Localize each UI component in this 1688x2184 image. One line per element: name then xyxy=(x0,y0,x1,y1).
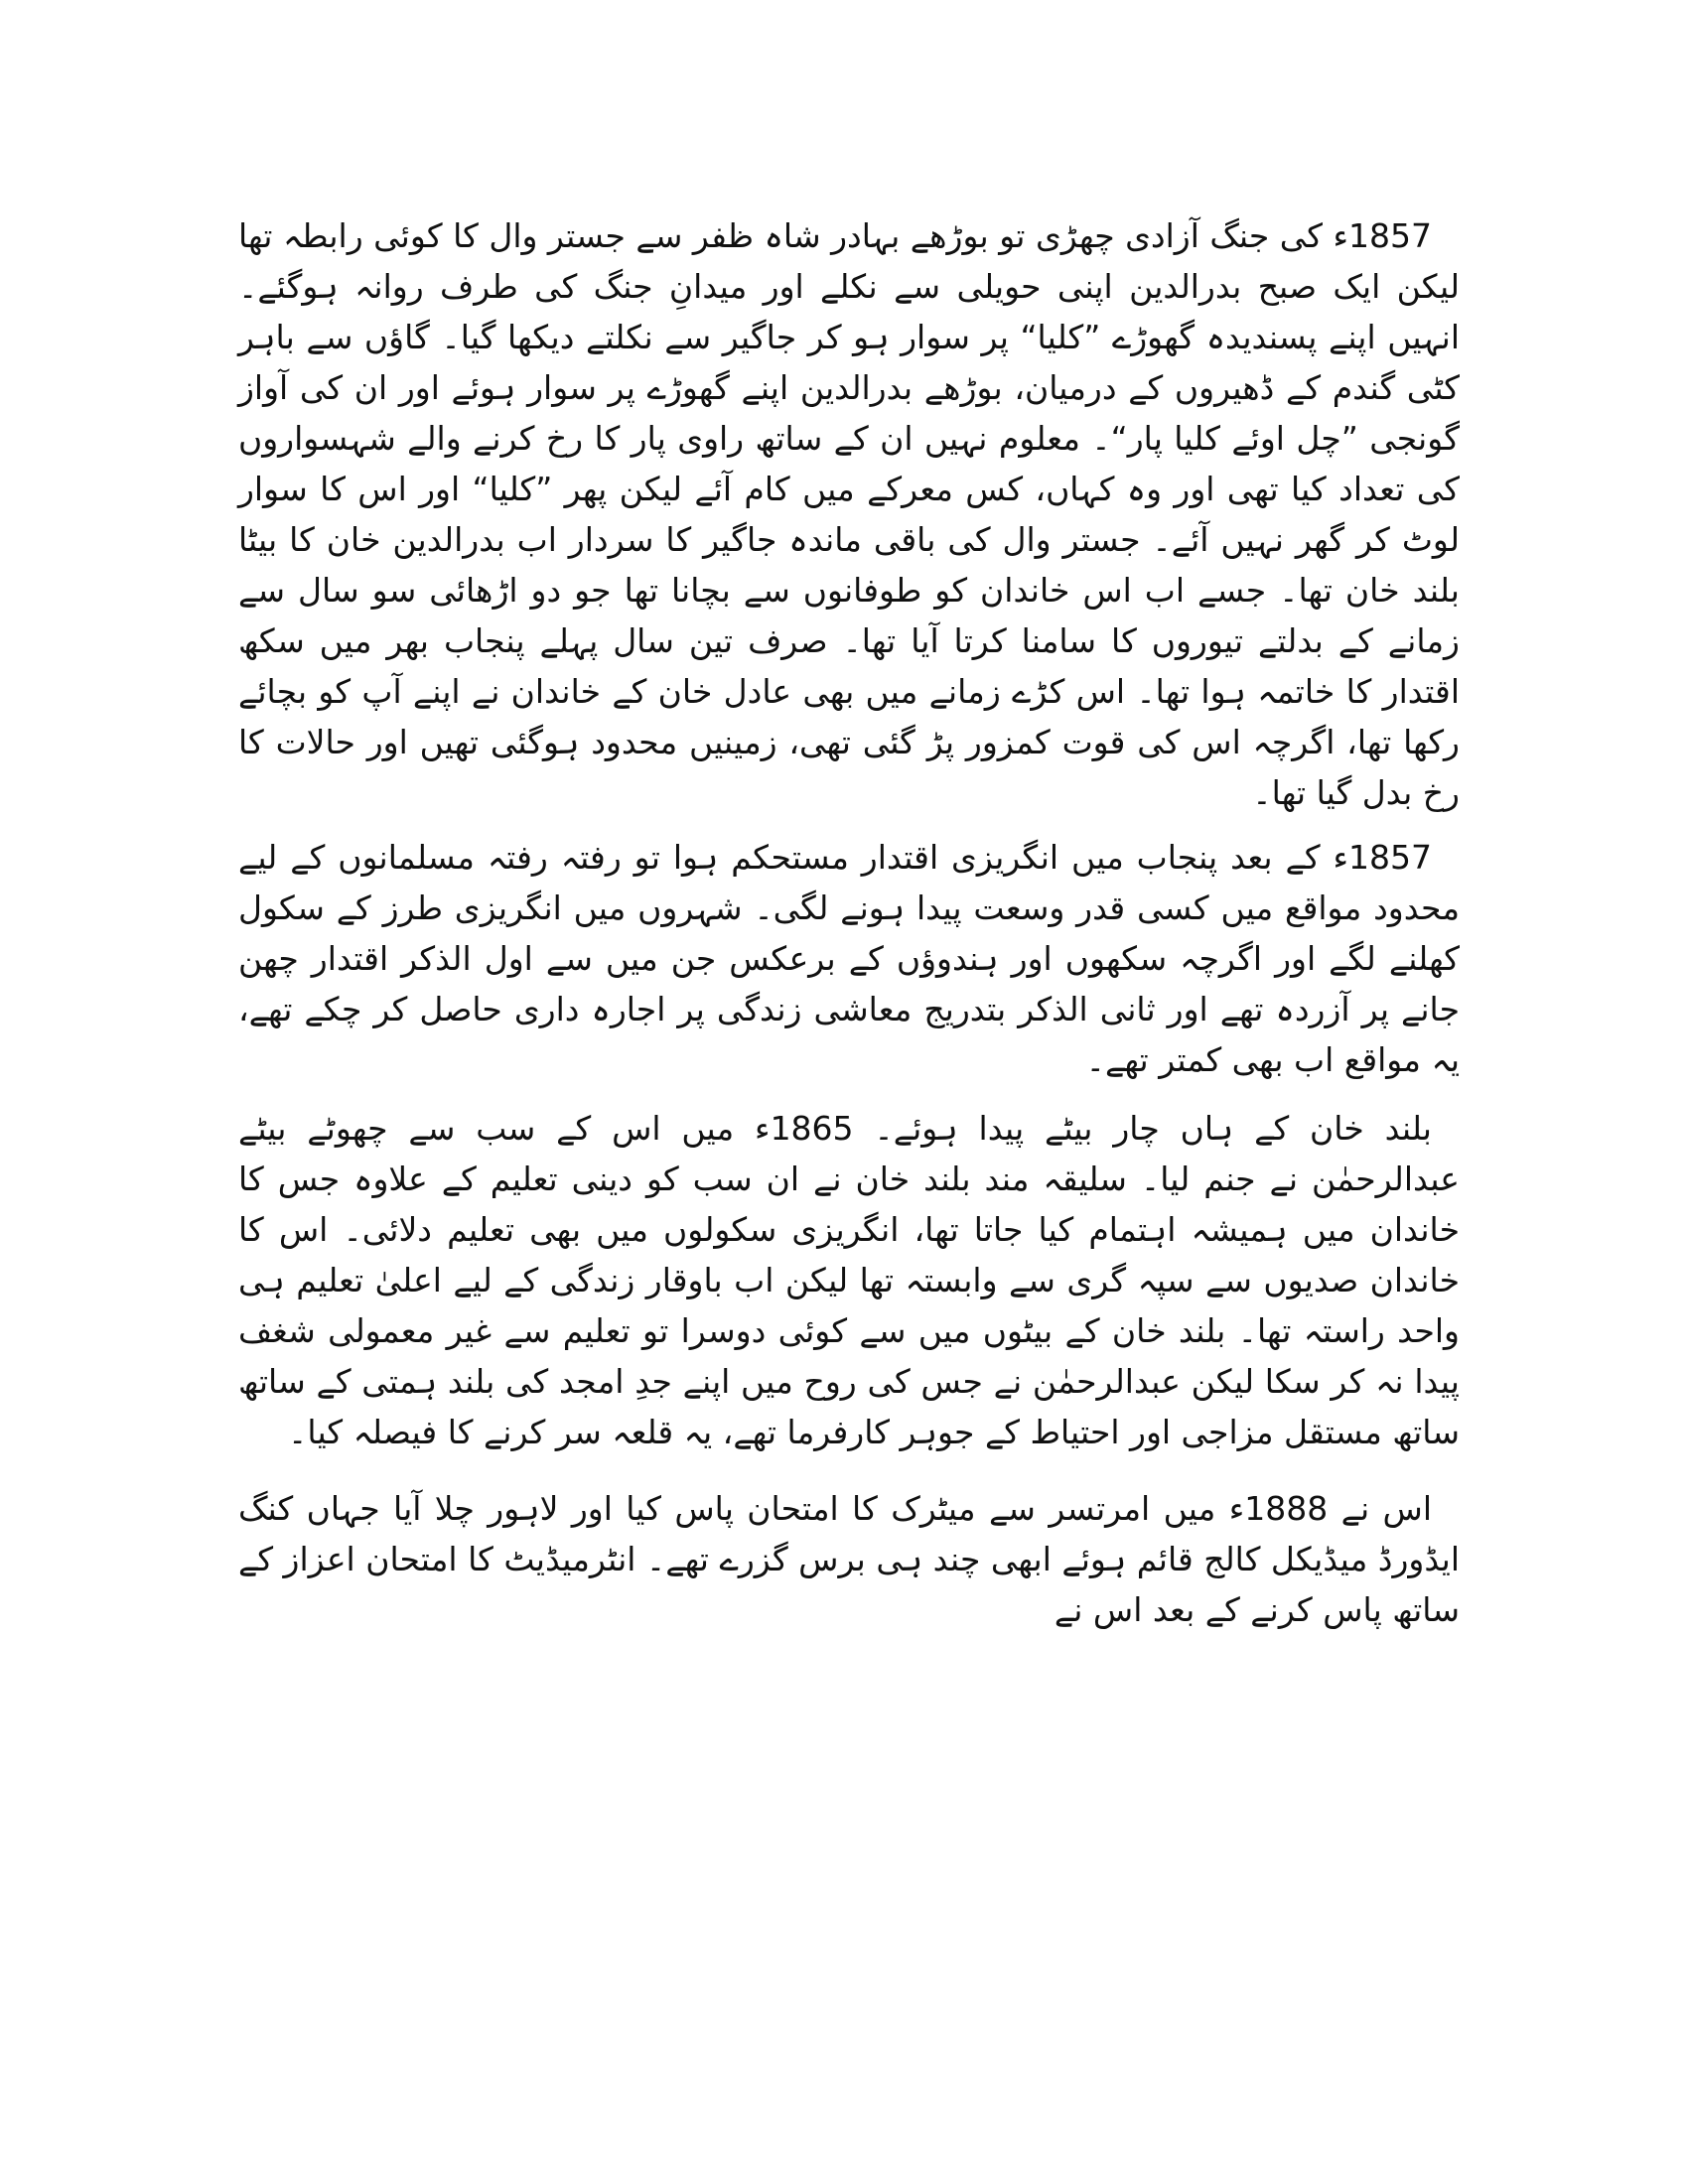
paragraph: اس نے 1888ء میں امرتسر سے میٹرک کا امتحان پاس کیا اور لاہور چلا آیا جہاں کنگ ایڈورڈ میڈیکل کالج قائم ہوئے ابھی چند ہی برس گزرے تھے۔ انٹرمیڈیٹ کا امتحان اعزاز کے ساتھ پاس کرنے کے بعد اس نے xyxy=(238,1489,1460,1629)
document-body xyxy=(238,210,1460,1635)
paragraph: 1857ء کے بعد پنجاب میں انگریزی اقتدار مستحکم ہوا تو رفتہ رفتہ مسلمانوں کے لیے محدود مواقع میں کسی قدر وسعت پیدا ہونے لگی۔ شہروں میں انگریزی طرز کے سکول کھلنے لگے اور اگرچہ سکھوں اور ہندوؤں کے برعکس جن میں سے اول الذکر اقتدار چھن جانے پر آزردہ تھے اور ثانی الذکر بتدریج معاشی زندگی پر اجارہ داری حاصل کر چکے تھے، یہ مواقع اب بھی کمتر تھے۔ xyxy=(238,838,1460,1079)
paragraph: بلند خان کے ہاں چار بیٹے پیدا ہوئے۔ 1865ء میں اس کے سب سے چھوٹے بیٹے عبدالرحمٰن نے جنم لیا۔ سلیقہ مند بلند خان نے ان سب کو دینی تعلیم کے علاوہ جس کا خاندان میں ہمیشہ اہتمام کیا جاتا تھا، انگریزی سکولوں میں بھی تعلیم دلائی۔ اس کا خاندان صدیوں سے سپہ گری سے وابستہ تھا لیکن اب باوقار زندگی کے لیے اعلیٰ تعلیم ہی واحد راستہ تھا۔ بلند خان کے بیٹوں میں سے کوئی دوسرا تو تعلیم سے غیر معمولی شغف پیدا نہ کر سکا لیکن عبدالرحمٰن نے جس کی روح میں اپنے جدِ امجد کی بلند ہمتی کے ساتھ ساتھ مستقل مزاجی اور احتیاط کے جوہر کارفرما تھے، یہ قلعہ سر کرنے کا فیصلہ کیا۔ xyxy=(238,1109,1460,1451)
paragraph: 1857ء کی جنگ آزادی چھڑی تو بوڑھے بہادر شاہ ظفر سے جستر وال کا کوئی رابطہ تھا لیکن ایک صبح بدرالدین اپنی حویلی سے نکلے اور میدانِ جنگ کی طرف روانہ ہوگئے۔ انہیں اپنے پسندیدہ گھوڑے ”کلیا“ پر سوار ہو کر جاگیر سے نکلتے دیکھا گیا۔ گاؤں سے باہر کٹی گندم کے ڈھیروں کے درمیان، بوڑھے بدرالدین اپنے گھوڑے پر سوار ہوئے اور ان کی آواز گونجی ”چل اوئے کلیا پار“۔ معلوم نہیں ان کے ساتھ راوی پار کا رخ کرنے والے شہسواروں کی تعداد کیا تھی اور وہ کہاں، کس معرکے میں کام آئے لیکن پھر ”کلیا“ اور اس کا سوار لوٹ کر گھر نہیں آئے۔ جستر وال کی باقی ماندہ جاگیر کا سردار اب بدرالدین خان کا بیٹا بلند خان تھا۔ جسے اب اس خاندان کو طوفانوں سے بچانا تھا جو دو اڑھائی سو سال سے زمانے کے بدلتے تیوروں کا سامنا کرتا آیا تھا۔ صرف تین سال پہلے پنجاب بھر میں سکھ اقتدار کا خاتمہ ہوا تھا۔ اس کڑے زمانے میں بھی عادل خان کے خاندان نے اپنے آپ کو بچائے رکھا تھا، اگرچہ اس کی قوت کمزور پڑ گئی تھی، زمینیں محدود ہوگئی تھیں اور حالات کا رخ بدل گیا تھا۔ xyxy=(238,216,1460,812)
